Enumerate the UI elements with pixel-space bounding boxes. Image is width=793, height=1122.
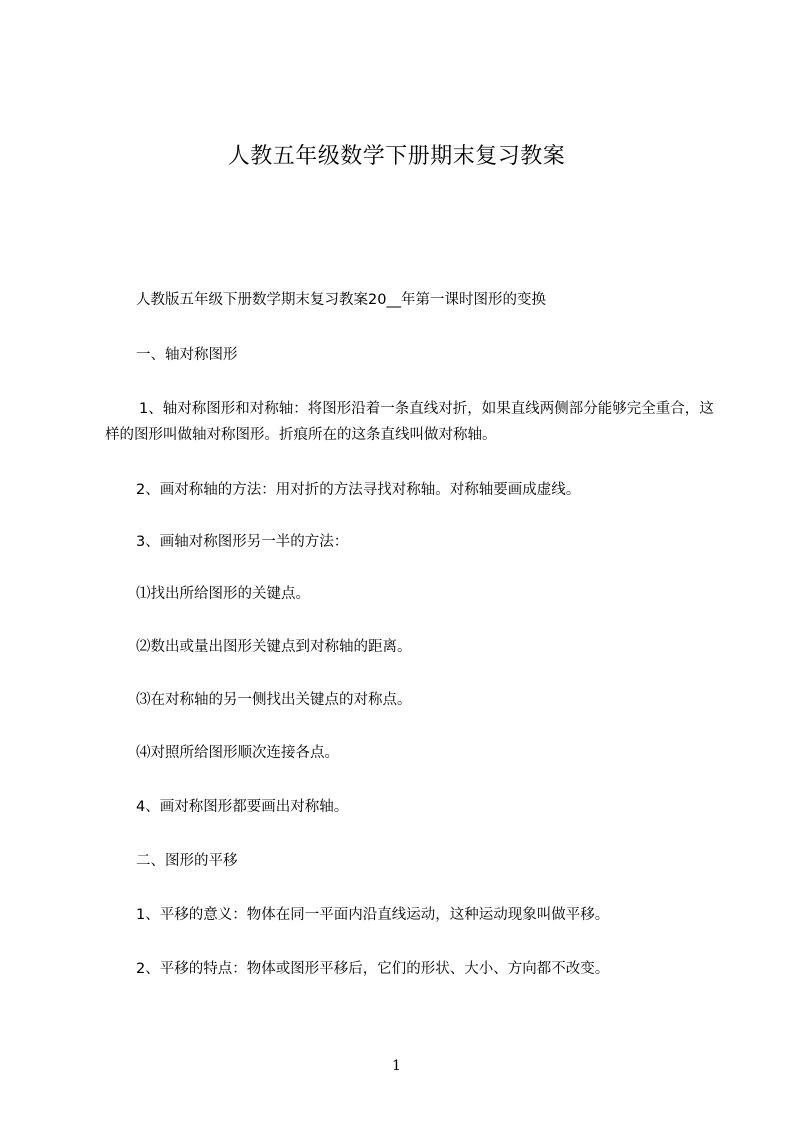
section-heading-translation: 二、图形的平移 xyxy=(136,853,238,869)
paragraph-translation-meaning: 1、平移的意义：物体在同一平面内沿直线运动，这种运动现象叫做平移。 xyxy=(136,907,610,923)
intro-paragraph: 人教版五年级下册数学期末复习教案20__年第一课时图形的变换 xyxy=(136,292,546,308)
paragraph-translation-features: 2、平移的特点：物体或图形平移后，它们的形状、大小、方向都不改变。 xyxy=(136,961,610,977)
paragraph-draw-axis-required: 4、画对称图形都要画出对称轴。 xyxy=(136,799,349,815)
step-1-find-key-points: ⑴找出所给图形的关键点。 xyxy=(136,586,310,602)
page-number: 1 xyxy=(392,1058,401,1074)
step-4-connect-points: ⑷对照所给图形顺次连接各点。 xyxy=(136,745,339,761)
step-2-measure-distance: ⑵数出或量出图形关键点到对称轴的距离。 xyxy=(136,639,412,655)
paragraph-draw-other-half-method: 3、画轴对称图形另一半的方法： xyxy=(136,534,349,550)
paragraph-axis-symmetry-definition: 1、轴对称图形和对称轴：将图形沿着一条直线对折，如果直线两侧部分能够完全重合，这样的图形叫做轴对称图形。折痕所在的这条直线叫做对称轴。 xyxy=(105,401,714,443)
document-title: 人教五年级数学下册期末复习教案 xyxy=(227,144,566,169)
paragraph-draw-axis-method: 2、画对称轴的方法：用对折的方法寻找对称轴。对称轴要画成虚线。 xyxy=(136,482,581,498)
section-heading-axis-symmetry: 一、轴对称图形 xyxy=(136,347,238,363)
step-3-find-symmetric-points: ⑶在对称轴的另一侧找出关键点的对称点。 xyxy=(136,692,412,708)
